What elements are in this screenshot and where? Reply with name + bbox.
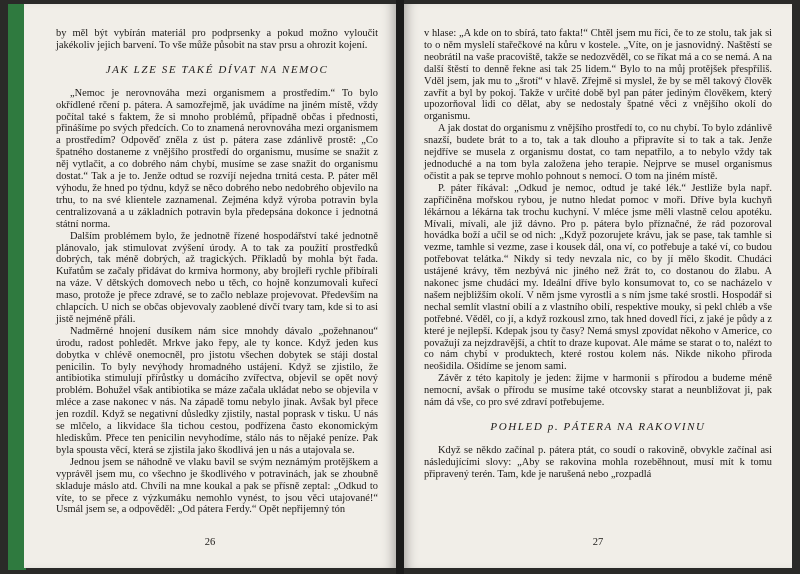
paragraph: Závěr z této kapitoly je jeden: žijme v harmonii s přírodou a budeme méně nemocní, avšak o přírodu se musíme také otcovsky starat a neunbližovat ji, pak nám dá vše, co pro své zdraví potřebujeme. [424, 373, 772, 409]
section-heading: JAK LZE SE TAKÉ DÍVAT NA NEMOC [105, 63, 329, 76]
page-number: 27 [592, 537, 604, 548]
left-page-text [56, 28, 378, 516]
paragraph: P. páter říkával: „Odkud je nemoc, odtud je také lék.“ Jestliže byla např. zapříčiněna mořskou rybou, je nutno hledat pomoc v moři. Dříve byla kuchyň lékárnou a lékárna tak trochu kuchyní. V mléce jsme měli vlastně celou apotéku. Mívali, mívali, ale již dávno. Pro p. pátera bylo příznačné, že rád pozoroval hovádka boží a učil se od nich: „Když pozorujete krávu, jak se pase, tak tamhle si vezme, tamhle si vezme, zase i kousek dál, ona ví, co potřebuje a také ví, co budou potřebovat telátka.“ Nikdy si tedy nevzala nic, co by jí mělo škodit. Chudáci ustájené krávy, těm nezbývá nic jiného než žrát to, co dostanou do žlabu. A nakonec jsme chudáci my. Ideální dříve bylo konsumovat to, co se nacházelo v našem nejbližším okolí. V něm jsme vyrostli a s ním jsme také srostli. Hospodář si nechal semlít vlastní obilí a z vlastního obilí, respektive mouky, si pekl chléb a vše potřebné. Věděl, co jí, a když rozkousl zrno, tak hned dovedl říci, z jaké je půdy a z které je nejlepší. Kdepak jsou ty časy? Nemá smysl zpovídat někoho v Americe, co považují za nejzdravější, a chtít to draze kupovat. Ale máme se starat o to, nalézt to co nám chybí v produktech, které rostou kolem nás. Nikde nikoho přiroda neošidila. Ošidíme se jenom sami. [424, 182, 772, 373]
paragraph: Nadměrné hnojení dusíkem nám sice mnohdy dávalo „požehnanou“ úrodu, radost pohledět. Mrkve jako řepy, ale ty konce. Když jeden kus dobytka v chlévě onemocněl, pro jistotu všechen dobytek se stáji dostal penicilin. To byly nevýhody hromadného ustájení. Když se zjistilo, že antibiotika stimulují přírůstky u domácího zvířectva, objevil se opět nový problém. Bohužel však antibiotika se máze začala ukládat nebo se objevila v mléce a zase nakonec v nás. Na západě tomu nebylo jinak. Avšak byl přece jen rozdíl. Když se negativní důsledky zjistily, nastal poprask v tisku. U nás se mlčelo, a likvidace šla tichou cestou, podřízena často ekonomickým hlediskům. Přece ten penicilin nevyhodíme, stálo nás to nějaké peníze. Pak byla spousta věcí, která se zjistila jako škodlivá jen u nás a utajovala se. [56, 325, 378, 456]
right-page [404, 4, 792, 568]
section-heading: POHLED p. PÁTERA NA RAKOVINU [490, 421, 706, 433]
paragraph: v hlase: „A kde on to sbírá, tato fakta!“ Chtěl jsem mu říci, če to ze stolu, tak jak si to o něm myslelí stařečkové na kůru v kostele. „Víte, on je jasnovidný. Naštěstí se neobrátil na vaše pracoviště, takže se nedozvěděl, co se říkat má a co se nemá. A na další štěstí to denně řekne asi tak 25 lidem.“ Bylo to na můj protějšek přespříliš. Vděl jsem, jak mu to „šrotí“ v hlavě. Zřejmě si myslel, že by se měl takový člověk zavřít a byl by pokoj. Takže v určité době byl pan páter jediným člověkem, který upozorňoval lidi co dělat, aby se nedostaly špatné věci z vnějšího okolí do organismu. [424, 28, 772, 123]
paragraph: „Nemoc je nerovnováha mezi organismem a prostředím.“ To bylo okřídlené rčení p. pátera. A samozřejmě, jak uvádíme na jiném místě, vždy počítal také s faktem, že si mnoho problémů, případně občas i přednosti, přinášíme po svých předcích. Co to znamená nerovnováha mezi organismem a prostředím? Odpověď zněla z úst p. pátera zase zdánlivě prostě: „Co špatného dostaneme z vnějšího prostředí do organismu, musíme se snažit z něj vytlačit, a co dobrého nám chybí, musíme se zase snažit do organismu dostat.“ Tak a je to. Jenže odtud se rozvíjí nejedna trnitá cesta. P. páter měl výhodu, že hned po týdnu, když se něco dobrého nebo nedobrého objevilo na trhu, to na své klientele zaznamenal. Zejména když výroba potravin byla centralizovaná a u základních potravin byla předepsána dokonce i jednotná státní norma. [56, 87, 378, 230]
paragraph: Když se někdo začínal p. pátera ptát, co soudí o rakovině, obvykle začínal asi následujícími slovy: „Aby se rakovina mohla rozeběhnout, musí mít k tomu připravený terén. Tam, kde je narušená nebo „rozpadlá [424, 444, 772, 480]
paragraph: A jak dostat do organismu z vnějšího prostředí to, co nu chybí. To bylo zdánlivě snazší, budete brát to a to, tak a tak dlouho a připravíte si to tak a tak. Jenže nejdříve se musela z organismu dostat, co tam nepatřilo, a to nebylo vždy tak jednoduché a na tom byla založena jeho terapie. Nejprve se musel organismus očistit a pak se teprve mohlo pohnout s nemocí. O tom na jiném místě. [424, 123, 772, 182]
right-page-text [424, 28, 772, 481]
book-gutter [396, 0, 404, 574]
page-number: 26 [204, 537, 216, 548]
paragraph: Dalším problémem bylo, že jednotně řízené hospodářství také jednotně plánovalo, jak stimulovat zvýšení úrody. A to tak za použití prostředků dobrých, tak méně dobrých, až tragických. Příkladů by mohla být řada. Kuřatům se začaly přidávat do krmiva hormony, aby brojleři rychle přibírali na váze. V dětských domovech nebo u těch, co hojně konzumovali kuřecí maso, protože je přece zdravé, se to začlo neblaze projevovat. Především na chlapcích. U nich se občas objevovaly zaoblené dívčí tvary tam, kde si to asi jistě nejméně přáli. [56, 230, 378, 325]
left-page [24, 4, 396, 568]
paragraph: by měl být vybírán materiál pro podprsenky a pokud možno vyloučit jakékoliv jejich barvení. To vše může působit na stav prsu a ohrozit kojení. [56, 28, 378, 51]
paragraph: Jednou jsem se náhodně ve vlaku bavil se svým neznámým protějškem a vyprávěl jsem mu, co všechno je škodlivého v potravinách, jak se zhoubně skladuje máslo atd. Chvíli na mne koukal a pak se přísně zeptal: „Odkud to víte, to se přece z výzkumáku nemohlo vynést, to jsou věci utajované!“ Usmál jsem se, a odpověděl: „Od pátera Ferdy.“ Opět nepřijemný tón [56, 456, 378, 516]
